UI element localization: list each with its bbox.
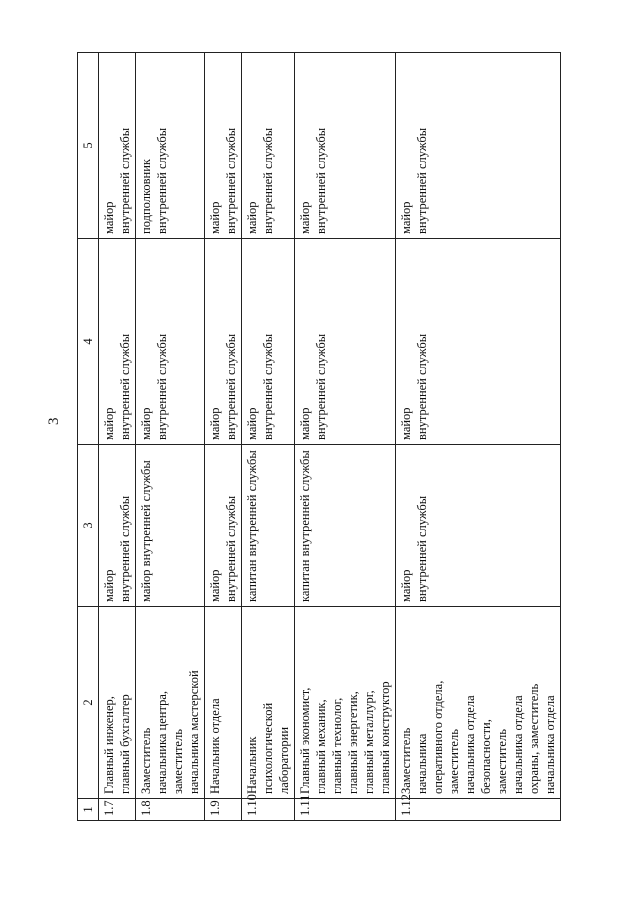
cell-line: начальника отдела	[511, 695, 525, 794]
column-header: 4	[78, 239, 99, 445]
cell-line: лаборатории	[277, 726, 291, 794]
cell-line: Начальник	[245, 736, 259, 794]
cell-line: майор	[102, 407, 116, 440]
cell-num: 1.12	[396, 799, 561, 821]
cell-line: майор	[208, 201, 222, 234]
cell-line: внутренней службы	[155, 127, 169, 234]
ranks-table	[77, 52, 561, 821]
cell-line: главный конструктор	[378, 681, 392, 794]
cell-line: майор	[102, 201, 116, 234]
cell-c5	[99, 53, 136, 239]
cell-position	[242, 607, 295, 799]
cell-c3	[396, 445, 561, 607]
cell-line: майор	[208, 569, 222, 602]
rotated-table-container	[77, 53, 562, 821]
cell-c4	[295, 239, 396, 445]
page-number: 3	[46, 417, 62, 425]
cell-line: внутренней службы	[224, 495, 238, 602]
cell-line: майор	[102, 569, 116, 602]
cell-c4	[396, 239, 561, 445]
cell-line: внутренней службы	[415, 333, 429, 440]
cell-line: майор	[298, 407, 312, 440]
cell-line: главный энергетик,	[346, 691, 360, 794]
cell-line: майор	[298, 201, 312, 234]
column-header: 2	[78, 607, 99, 799]
cell-line: внутренней службы	[261, 333, 275, 440]
cell-line: майор	[399, 201, 413, 234]
cell-c5	[136, 53, 205, 239]
cell-line: внутренней службы	[118, 495, 132, 602]
cell-num: 1.7	[99, 799, 136, 821]
cell-c5	[295, 53, 396, 239]
cell-c5	[396, 53, 561, 239]
cell-line: внутренней службы	[118, 127, 132, 234]
cell-line: внутренней службы	[224, 333, 238, 440]
cell-line: начальника отдела	[543, 695, 557, 794]
column-header: 1	[78, 799, 99, 821]
cell-line: капитан внутренней службы	[298, 450, 312, 602]
cell-line: внутренней службы	[415, 127, 429, 234]
cell-line: оперативного отдела,	[431, 680, 445, 794]
cell-line: внутренней службы	[155, 333, 169, 440]
cell-line: начальника мастерской	[187, 670, 201, 794]
cell-num: 1.9	[205, 799, 242, 821]
header-row	[78, 53, 99, 821]
cell-position	[396, 607, 561, 799]
cell-line: майор	[245, 201, 259, 234]
cell-c4	[99, 239, 136, 445]
cell-line: начальника	[415, 733, 429, 794]
cell-line: Заместитель	[139, 727, 153, 794]
cell-line: начальника центра,	[155, 690, 169, 794]
cell-line: заместитель	[495, 729, 509, 794]
cell-line: Заместитель	[399, 727, 413, 794]
cell-line: главный механик,	[314, 699, 328, 794]
cell-line: главный металлург,	[362, 690, 376, 794]
cell-line: главный технолог,	[330, 697, 344, 794]
cell-c3	[205, 445, 242, 607]
cell-position	[205, 607, 242, 799]
cell-line: главный бухгалтер	[118, 694, 132, 794]
cell-c3	[136, 445, 205, 607]
cell-position	[136, 607, 205, 799]
cell-line: майор	[245, 407, 259, 440]
cell-num: 1.8	[136, 799, 205, 821]
cell-c3	[242, 445, 295, 607]
cell-line: психологической	[261, 702, 275, 794]
cell-c5	[242, 53, 295, 239]
cell-line: майор	[399, 407, 413, 440]
cell-line: Главный экономист,	[298, 687, 312, 794]
cell-line: внутренней службы	[224, 127, 238, 234]
cell-c5	[205, 53, 242, 239]
table-row	[205, 53, 242, 821]
cell-line: внутренней службы	[314, 333, 328, 440]
cell-position	[99, 607, 136, 799]
cell-c3	[295, 445, 396, 607]
table-row	[136, 53, 205, 821]
cell-line: заместитель	[447, 729, 461, 794]
cell-line: внутренней службы	[415, 495, 429, 602]
cell-line: внутренней службы	[314, 127, 328, 234]
cell-line: охраны, заместитель	[527, 683, 541, 794]
cell-num: 1.11	[295, 799, 396, 821]
cell-line: Начальник отдела	[208, 698, 222, 794]
column-header: 5	[78, 53, 99, 239]
cell-line: майор внутренней службы	[139, 460, 153, 602]
cell-c4	[136, 239, 205, 445]
cell-line: внутренней службы	[118, 333, 132, 440]
cell-c4	[205, 239, 242, 445]
table-row	[396, 53, 561, 821]
cell-line: начальника отдела	[463, 695, 477, 794]
cell-line: Главный инженер,	[102, 696, 116, 794]
table-row	[295, 53, 396, 821]
cell-num: 1.10	[242, 799, 295, 821]
cell-line: майор	[399, 569, 413, 602]
column-header: 3	[78, 445, 99, 607]
table-row	[99, 53, 136, 821]
table-body	[99, 53, 561, 821]
cell-line: подполковник	[139, 159, 153, 234]
cell-line: майор	[139, 407, 153, 440]
cell-c4	[242, 239, 295, 445]
cell-line: безопасности,	[479, 719, 493, 794]
cell-line: внутренней службы	[261, 127, 275, 234]
cell-position	[295, 607, 396, 799]
table-row	[242, 53, 295, 821]
cell-c3	[99, 445, 136, 607]
cell-line: майор	[208, 407, 222, 440]
cell-line: капитан внутренней службы	[245, 450, 259, 602]
cell-line: заместитель	[171, 729, 185, 794]
